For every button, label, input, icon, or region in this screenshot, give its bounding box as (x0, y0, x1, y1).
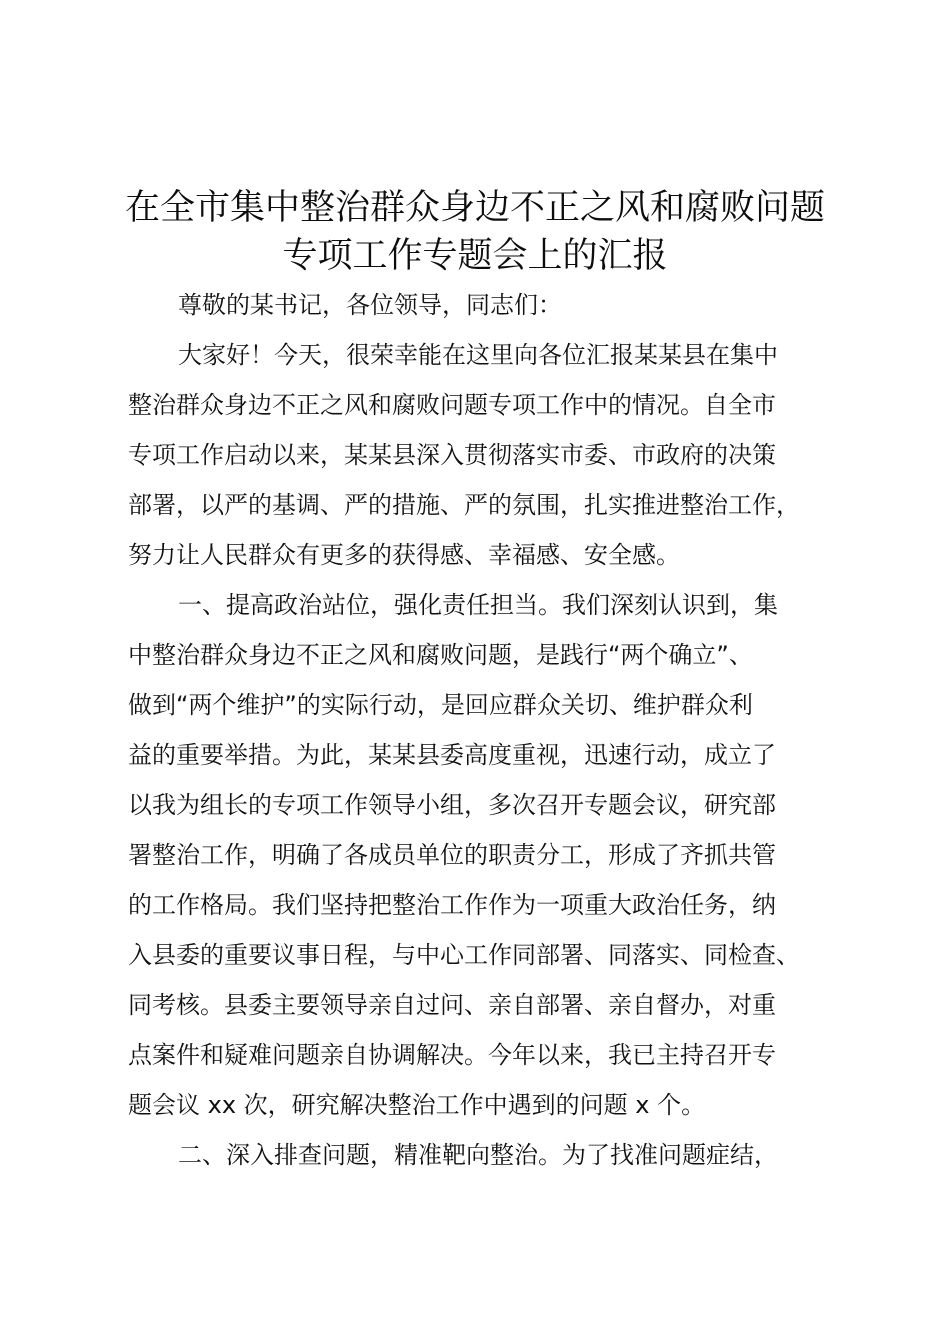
body-line: 专项工作启动以来，某某县深入贯彻落实市委、市政府的决策 (128, 441, 776, 469)
body-line: 整治群众身边不正之风和腐败问题专项工作中的情况。自全市 (128, 391, 776, 419)
body-line: 署整治工作，明确了各成员单位的职责分工，形成了齐抓共管 (128, 841, 776, 869)
body-line: 做到“两个维护”的实际行动，是回应群众关切、维护群众利 (128, 691, 753, 719)
document-title-line-2: 专项工作专题会上的汇报 (282, 236, 668, 276)
salutation: 尊敬的某书记，各位领导，同志们： (178, 291, 562, 319)
section-heading-line: 二、深入排查问题，精准靶向整治。为了找准问题症结， (178, 1141, 778, 1169)
body-line: 点案件和疑难问题亲自协调解决。今年以来，我已主持召开专 (128, 1041, 776, 1069)
body-line: 入县委的重要议事日程，与中心工作同部署、同落实、同检查、 (128, 941, 800, 969)
document-title-line-1: 在全市集中整治群众身边不正之风和腐败问题 (124, 188, 825, 228)
body-line: 大家好！今天，很荣幸能在这里向各位汇报某某县在集中 (178, 341, 778, 369)
body-line: 以我为组长的专项工作领导小组，多次召开专题会议，研究部 (128, 791, 776, 819)
body-line: 的工作格局。我们坚持把整治工作作为一项重大政治任务，纳 (128, 891, 776, 919)
body-line: 益的重要举措。为此，某某县委高度重视，迅速行动，成立了 (128, 741, 776, 769)
body-line: 题会议 xx 次，研究解决整治工作中遇到的问题 x 个。 (128, 1091, 706, 1119)
body-line: 中整治群众身边不正之风和腐败问题，是践行“两个确立”、 (128, 641, 753, 669)
body-line: 部署，以严的基调、严的措施、严的氛围，扎实推进整治工作， (128, 491, 800, 519)
body-line: 努力让人民群众有更多的获得感、幸福感、安全感。 (128, 541, 680, 569)
section-heading-line: 一、提高政治站位，强化责任担当。我们深刻认识到，集 (178, 591, 778, 619)
body-line: 同考核。县委主要领导亲自过问、亲自部署、亲自督办，对重 (128, 991, 776, 1019)
